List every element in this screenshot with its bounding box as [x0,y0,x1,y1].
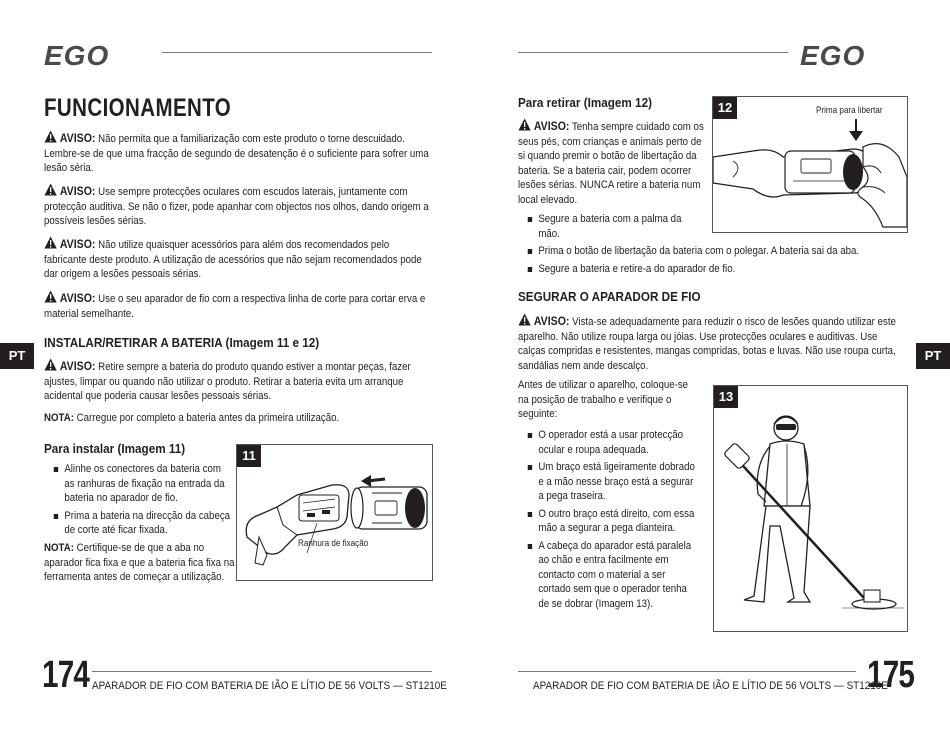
note-charge: NOTA: Carregue por completo a bateria antes da primeira utilização. [44,412,340,424]
battery-warning: AVISO: Retire sempre a bateria do produto quando estiver a montar peças, fazer ajustes, limpar ou quando não utilizar o produto. Retirar a bateria evita um arranque acidental que poderia causar lesões pessoais sérias. [44,359,411,402]
list-item: O outro braço está direito, com essa mão a segurar a pega dianteira. [526,507,695,536]
note-secure: NOTA: Certifique-se de que a aba no aparador fica fixa e que a bateria fica fixa na ferramenta antes de começar a utilização. [44,542,235,583]
header-rule [518,52,788,53]
list-item: A cabeça do aparador está paralela ao chão e entra facilmente em contacto com o material a ser cortado sem que o operador tenha de se dobrar (Imagem 13). [526,539,695,612]
hold-heading: SEGURAR O APARADOR DE FIO [518,289,701,304]
battery-install-illustration [237,465,432,575]
warning-icon [44,183,57,196]
install-heading: Para instalar (Imagem 11) [44,441,186,456]
header-rule [162,52,432,53]
brand-logo: EGO [44,40,110,71]
operator-illustration [714,386,907,631]
hold-list [526,428,695,614]
warning-4: AVISO: Use o seu aparador de fio com a respectiva linha de corte para cortar erva e material semelhante. [44,291,426,320]
footer-text: APARADOR DE FIO COM BATERIA DE IÃO E LÍTIO DE 56 VOLTS — ST1210E [533,680,888,692]
figure-11 [236,444,433,581]
list-item: O operador está a usar protecção ocular e roupa adequada. [526,428,695,457]
remove-heading: Para retirar (Imagem 12) [518,95,652,110]
figure-13 [713,385,908,632]
figure-number: 13 [714,386,738,408]
footer-rule [92,671,432,672]
intro-text: Antes de utilizar o aparelho, coloque-se na posição de trabalho e verifique o seguinte: [518,379,689,420]
hold-warning: AVISO: Vista-se adequadamente para reduzir o risco de lesões quando utilizar este aparelho. Não utilize roupa larga ou jóias. Use protecções oculares e auditivas. Use calças compridas e resistentes, mangas compridas, botas e luvas. Não use roupa curta, sandálias nem ande descalço. [518,314,896,372]
language-tab: PT [916,343,950,369]
list-item: Prima o botão de libertação da bateria com o polegar. A bateria sai da aba. [526,244,891,259]
list-item: Um braço está ligeiramente dobrado e a mão nesse braço está a segurar a pega traseira. [526,460,695,504]
warning-1: AVISO: Não permita que a familiarização com este produto o torne descuidado. Lembre-se de que uma fracção de segundo de desatenção é o suficiente para sofrer uma lesão séria. [44,131,429,174]
figure-number: 11 [237,445,261,467]
footer-rule [518,671,856,672]
warning-icon [44,236,57,249]
warning-2: AVISO: Use sempre protecções oculares com escudos laterais, juntamente com protecção auditiva. Se não o fizer, pode apanhar com objectos nos olhos, dando origem a possíveis lesões sérias. [44,184,429,227]
list-item: Alinhe os conectores da bateria com as ranhuras de fixação na entrada da bateria no aparador de fio. [52,462,233,506]
warning-icon [44,290,57,303]
page-number: 174 [42,654,90,696]
figure-12 [712,96,908,233]
battery-release-illustration [713,117,907,232]
footer-text: APARADOR DE FIO COM BATERIA DE IÃO E LÍTIO DE 56 VOLTS — ST1210E [92,680,447,692]
figure-caption: Prima para libertar [816,105,883,115]
warning-icon [44,130,57,143]
warning-icon [518,118,531,131]
warning-icon [44,358,57,371]
right-page [475,0,950,734]
install-list [52,462,233,541]
section-heading: INSTALAR/RETIRAR A BATERIA (Imagem 11 e 12) [44,335,320,350]
figure-number: 12 [713,97,737,119]
language-tab: PT [0,343,34,369]
warning-3: AVISO: Não utilize quaisquer acessórios para além dos recomendados pelo fabricante deste produto. A utilização de acessórios que não sejam recomendados pode dar origem a lesões pessoais sérias. [44,237,422,280]
page-title: FUNCIONAMENTO [44,94,232,122]
warning-icon [518,313,531,326]
page-number: 175 [867,654,915,696]
remove-warning: AVISO: Tenha sempre cuidado com os seus pés, com crianças e animais perto de si quando premir o botão de libertação da bateria. Se a bateria cair, podem ocorrer lesões sérias. NUNCA retire a bateria num local elevado. [518,119,704,206]
list-item: Prima a bateria na direcção da cabeça de corte até ficar fixada. [52,509,233,538]
figure-caption: Ranhura de fixação [298,538,369,548]
list-item: Segure a bateria com a palma da mão. [526,212,684,241]
list-item: Segure a bateria e retire-a do aparador de fio. [526,262,891,277]
brand-logo: EGO [800,40,866,71]
